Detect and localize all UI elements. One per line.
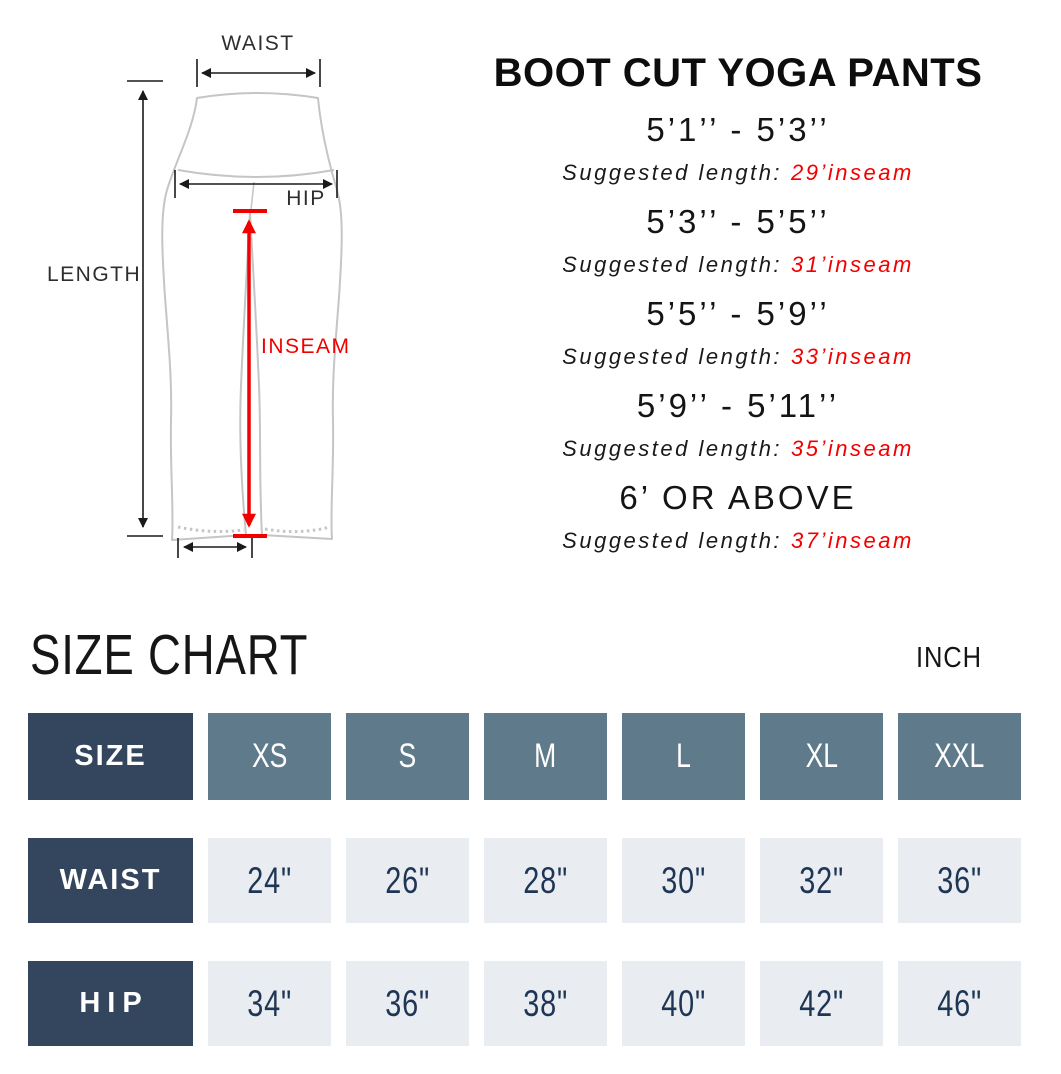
height-range: 5’5’’ - 5’9’’ [646, 295, 830, 332]
fit-guide-entry [425, 288, 1051, 380]
inseam-label: INSEAM [261, 335, 351, 358]
suggested-length-value: 35’inseam [791, 436, 914, 461]
length-measure-arrow [127, 81, 163, 536]
waist-measure-arrow [197, 59, 320, 87]
waist-value-cell: 24" [208, 838, 331, 923]
size-header-cell-l: L [622, 713, 745, 800]
waist-value-cell: 28" [484, 838, 607, 923]
pants-outline [162, 93, 342, 540]
suggested-length [425, 432, 1051, 472]
suggested-length [425, 340, 1051, 380]
size-header-cell-xl: XL [760, 713, 883, 800]
suggested-length-prefix: Suggested length: [562, 160, 783, 185]
hip-value-cell: 36" [346, 961, 469, 1046]
hip-value-cell: 38" [484, 961, 607, 1046]
size-header-cell-s: S [346, 713, 469, 800]
hip-label: HIP [286, 187, 326, 210]
suggested-length-value: 37’inseam [791, 528, 914, 553]
hip-value-cell: 40" [622, 961, 745, 1046]
suggested-length [425, 156, 1051, 196]
waist-value-cell: 32" [760, 838, 883, 923]
height-range: 5’3’’ - 5’5’’ [646, 203, 830, 240]
size-table [28, 713, 1021, 1046]
suggested-length-value: 29’inseam [791, 160, 914, 185]
hip-value-cell: 42" [760, 961, 883, 1046]
hem-width-arrow [178, 538, 252, 558]
size-chart-title: SIZE CHART [30, 623, 309, 687]
size-header-cell-xs: XS [208, 713, 331, 800]
waist-value-cell: 30" [622, 838, 745, 923]
waist-value-cell: 36" [898, 838, 1021, 923]
suggested-length-value: 31’inseam [791, 252, 914, 277]
pants-measurement-diagram [0, 0, 420, 600]
row-label-hip: HIP [28, 961, 193, 1046]
fit-guide-entry [425, 104, 1051, 196]
fit-guide-title: BOOT CUT YOGA PANTS [493, 51, 983, 95]
suggested-length-value: 33’inseam [791, 344, 914, 369]
fit-guide-entry [425, 380, 1051, 472]
fit-guide-entry [425, 472, 1051, 564]
waist-label: WAIST [221, 32, 295, 55]
suggested-length-prefix: Suggested length: [562, 252, 783, 277]
size-corner-header: SIZE [28, 713, 193, 800]
size-header-cell-xxl: XXL [898, 713, 1021, 800]
unit-label: INCH [916, 642, 982, 674]
suggested-length [425, 248, 1051, 288]
fit-guide [425, 50, 1051, 564]
suggested-length [425, 524, 1051, 564]
height-range: 5’1’’ - 5’3’’ [646, 111, 830, 148]
hip-value-cell: 34" [208, 961, 331, 1046]
fit-guide-entry [425, 196, 1051, 288]
hip-value-cell: 46" [898, 961, 1021, 1046]
height-range: 6’ OR ABOVE [619, 479, 857, 516]
height-range: 5’9’’ - 5’11’’ [636, 387, 840, 424]
suggested-length-prefix: Suggested length: [562, 528, 783, 553]
suggested-length-prefix: Suggested length: [562, 436, 783, 461]
waist-value-cell: 26" [346, 838, 469, 923]
size-header-cell-m: M [484, 713, 607, 800]
row-label-waist: WAIST [28, 838, 193, 923]
length-label: LENGTH [47, 263, 142, 286]
suggested-length-prefix: Suggested length: [562, 344, 783, 369]
